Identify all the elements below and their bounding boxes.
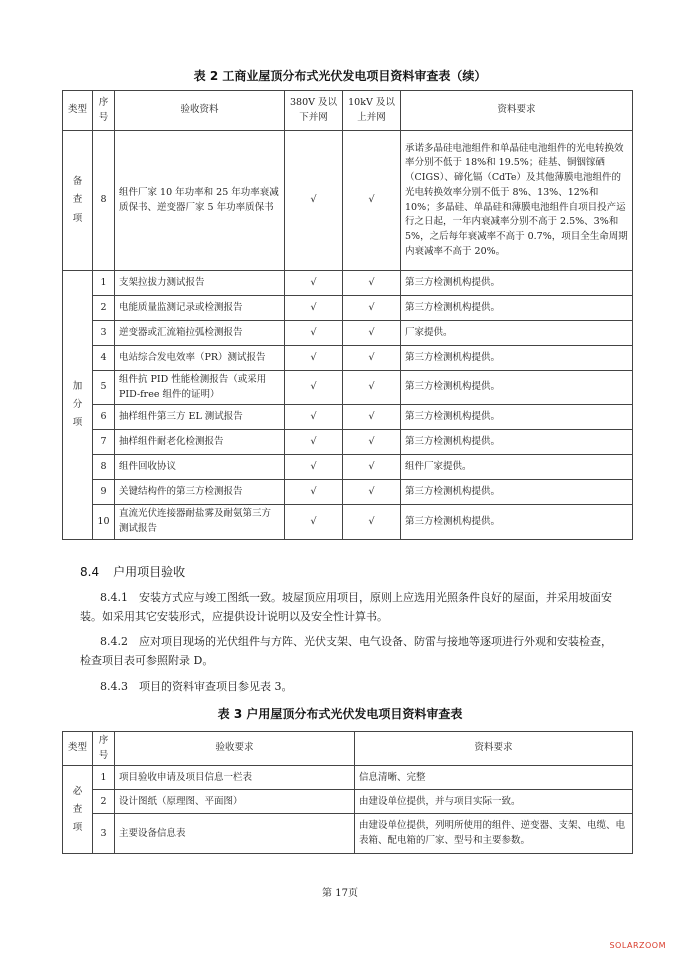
table-row (63, 131, 633, 271)
row-requirement: 第三方检测机构提供。 (401, 296, 633, 321)
table3 (62, 731, 633, 854)
row-seq: 2 (93, 790, 115, 814)
row-requirement: 第三方检测机构提供。 (401, 505, 633, 539)
table-row (63, 371, 633, 405)
watermark-logo: SOLARZOOM (609, 941, 666, 950)
row-requirement: 信息清晰、完整 (355, 766, 633, 790)
header-type: 类型 (63, 91, 93, 131)
section-title: 户用项目验收 (113, 565, 186, 579)
header-item: 验收资料 (115, 91, 285, 131)
row-item: 抽样组件第三方 EL 测试报告 (115, 405, 285, 430)
row-10kv-check: √ (343, 480, 401, 505)
row-380v-check: √ (285, 296, 343, 321)
row-380v-check: √ (285, 131, 343, 271)
row-seq: 4 (93, 346, 115, 371)
paragraph-8-4-2: 8.4.2 应对项目现场的光伏组件与方阵、光伏支架、电气设备、防雷与接地等逐项进行外观和安装检查，检查项目表可参照附录 D。 (80, 635, 612, 668)
row-requirement: 组件厂家提供。 (401, 455, 633, 480)
table-row (63, 790, 633, 814)
row-item: 组件抗 PID 性能检测报告（或采用 PID-free 组件的证明） (115, 371, 285, 405)
row-10kv-check: √ (343, 131, 401, 271)
row-item: 直流光伏连接器耐盐雾及耐氨第三方测试报告 (115, 505, 285, 539)
header-requirement: 资料要求 (401, 91, 633, 131)
row-seq: 9 (93, 480, 115, 505)
row-10kv-check: √ (343, 455, 401, 480)
row-seq: 8 (93, 131, 115, 271)
section-number: 8.4 (80, 565, 100, 579)
table3-caption: 表 3 户用屋顶分布式光伏发电项目资料审查表 (217, 707, 463, 721)
row-requirement: 第三方检测机构提供。 (401, 480, 633, 505)
row-requirement: 第三方检测机构提供。 (401, 346, 633, 371)
header-10kv: 10kV 及以上并网 (343, 91, 401, 131)
header-type: 类型 (63, 732, 93, 766)
row-10kv-check: √ (343, 430, 401, 455)
table-row (63, 814, 633, 854)
row-requirement: 承诺多晶硅电池组件和单晶硅电池组件的光电转换效率分别不低于 18%和 19.5%；硅基、铜铟镓硒（CIGS）、碲化镉（CdTe）及其他薄膜电池组件的光电转换效率分别不低于 8%、13%、12%和 10%；多晶硅、单晶硅和薄膜电池组件自项目投产运行之日起，一年内衰减率分别不高于 2.5%、3%和 5%，之后每年衰减率不高于 0.7%，项目全生命周期内衰减率不高于 20%。 (401, 131, 633, 271)
row-item: 支架拉拔力测试报告 (115, 271, 285, 296)
row-10kv-check: √ (343, 405, 401, 430)
table-row (63, 321, 633, 346)
header-seq: 序号 (93, 91, 115, 131)
table-row (63, 455, 633, 480)
row-item: 抽样组件耐老化检测报告 (115, 430, 285, 455)
row-10kv-check: √ (343, 321, 401, 346)
row-380v-check: √ (285, 346, 343, 371)
table2 (62, 90, 633, 540)
table2-caption: 表 2 工商业屋顶分布式光伏发电项目资料审查表（续） (193, 69, 487, 83)
row-seq: 6 (93, 405, 115, 430)
table-row (63, 766, 633, 790)
row-item: 组件厂家 10 年功率和 25 年功率衰减质保书、逆变器厂家 5 年功率质保书 (115, 131, 285, 271)
table-row (63, 296, 633, 321)
category-bonus: 加 分 项 (63, 271, 93, 540)
row-seq: 1 (93, 766, 115, 790)
table-row (63, 405, 633, 430)
row-10kv-check: √ (343, 296, 401, 321)
paragraph-8-4-1: 8.4.1 安装方式应与竣工图纸一致。坡屋顶应用项目，原则上应选用光照条件良好的屋面，并采用坡面安装。如采用其它安装形式，应提供设计说明以及安全性计算书。 (80, 591, 612, 624)
row-item: 逆变器或汇流箱拉弧检测报告 (115, 321, 285, 346)
row-requirement: 由建设单位提供，并与项目实际一致。 (355, 790, 633, 814)
row-380v-check: √ (285, 455, 343, 480)
row-item: 组件回收协议 (115, 455, 285, 480)
header-380v: 380V 及以下并网 (285, 91, 343, 131)
row-380v-check: √ (285, 271, 343, 296)
row-380v-check: √ (285, 480, 343, 505)
table-row (63, 480, 633, 505)
page-number: 第 17页 (322, 888, 358, 899)
table3-header-row (63, 732, 633, 766)
row-item: 电站综合发电效率（PR）测试报告 (115, 346, 285, 371)
row-item: 电能质量监测记录或检测报告 (115, 296, 285, 321)
table2-header-row (63, 91, 633, 131)
row-requirement: 厂家提供。 (401, 321, 633, 346)
row-seq: 3 (93, 814, 115, 854)
row-seq: 8 (93, 455, 115, 480)
paragraph-8-4-3: 8.4.3 项目的资料审查项目参见表 3。 (100, 680, 293, 693)
row-seq: 7 (93, 430, 115, 455)
row-380v-check: √ (285, 505, 343, 539)
row-requirement: 第三方检测机构提供。 (401, 430, 633, 455)
row-seq: 3 (93, 321, 115, 346)
row-item: 设计图纸（原理图、平面图） (115, 790, 355, 814)
header-seq: 序号 (93, 732, 115, 766)
category-mandatory: 必 查 项 (63, 766, 93, 854)
row-seq: 10 (93, 505, 115, 539)
row-380v-check: √ (285, 430, 343, 455)
row-requirement: 第三方检测机构提供。 (401, 371, 633, 405)
row-380v-check: √ (285, 371, 343, 405)
row-seq: 5 (93, 371, 115, 405)
row-10kv-check: √ (343, 346, 401, 371)
category-spare: 备 查 项 (63, 131, 93, 271)
header-item: 验收要求 (115, 732, 355, 766)
row-380v-check: √ (285, 405, 343, 430)
section-heading (80, 563, 185, 580)
row-10kv-check: √ (343, 371, 401, 405)
row-requirement: 第三方检测机构提供。 (401, 271, 633, 296)
row-10kv-check: √ (343, 271, 401, 296)
row-requirement: 由建设单位提供，列明所使用的组件、逆变器、支架、电缆、电表箱、配电箱的厂家、型号和主要参数。 (355, 814, 633, 854)
table-row (63, 430, 633, 455)
row-seq: 1 (93, 271, 115, 296)
row-seq: 2 (93, 296, 115, 321)
row-requirement: 第三方检测机构提供。 (401, 405, 633, 430)
header-requirement: 资料要求 (355, 732, 633, 766)
table-row (63, 271, 633, 296)
row-item: 主要设备信息表 (115, 814, 355, 854)
row-380v-check: √ (285, 321, 343, 346)
table-row (63, 505, 633, 539)
table-row (63, 346, 633, 371)
row-item: 项目验收申请及项目信息一栏表 (115, 766, 355, 790)
row-10kv-check: √ (343, 505, 401, 539)
row-item: 关键结构件的第三方检测报告 (115, 480, 285, 505)
